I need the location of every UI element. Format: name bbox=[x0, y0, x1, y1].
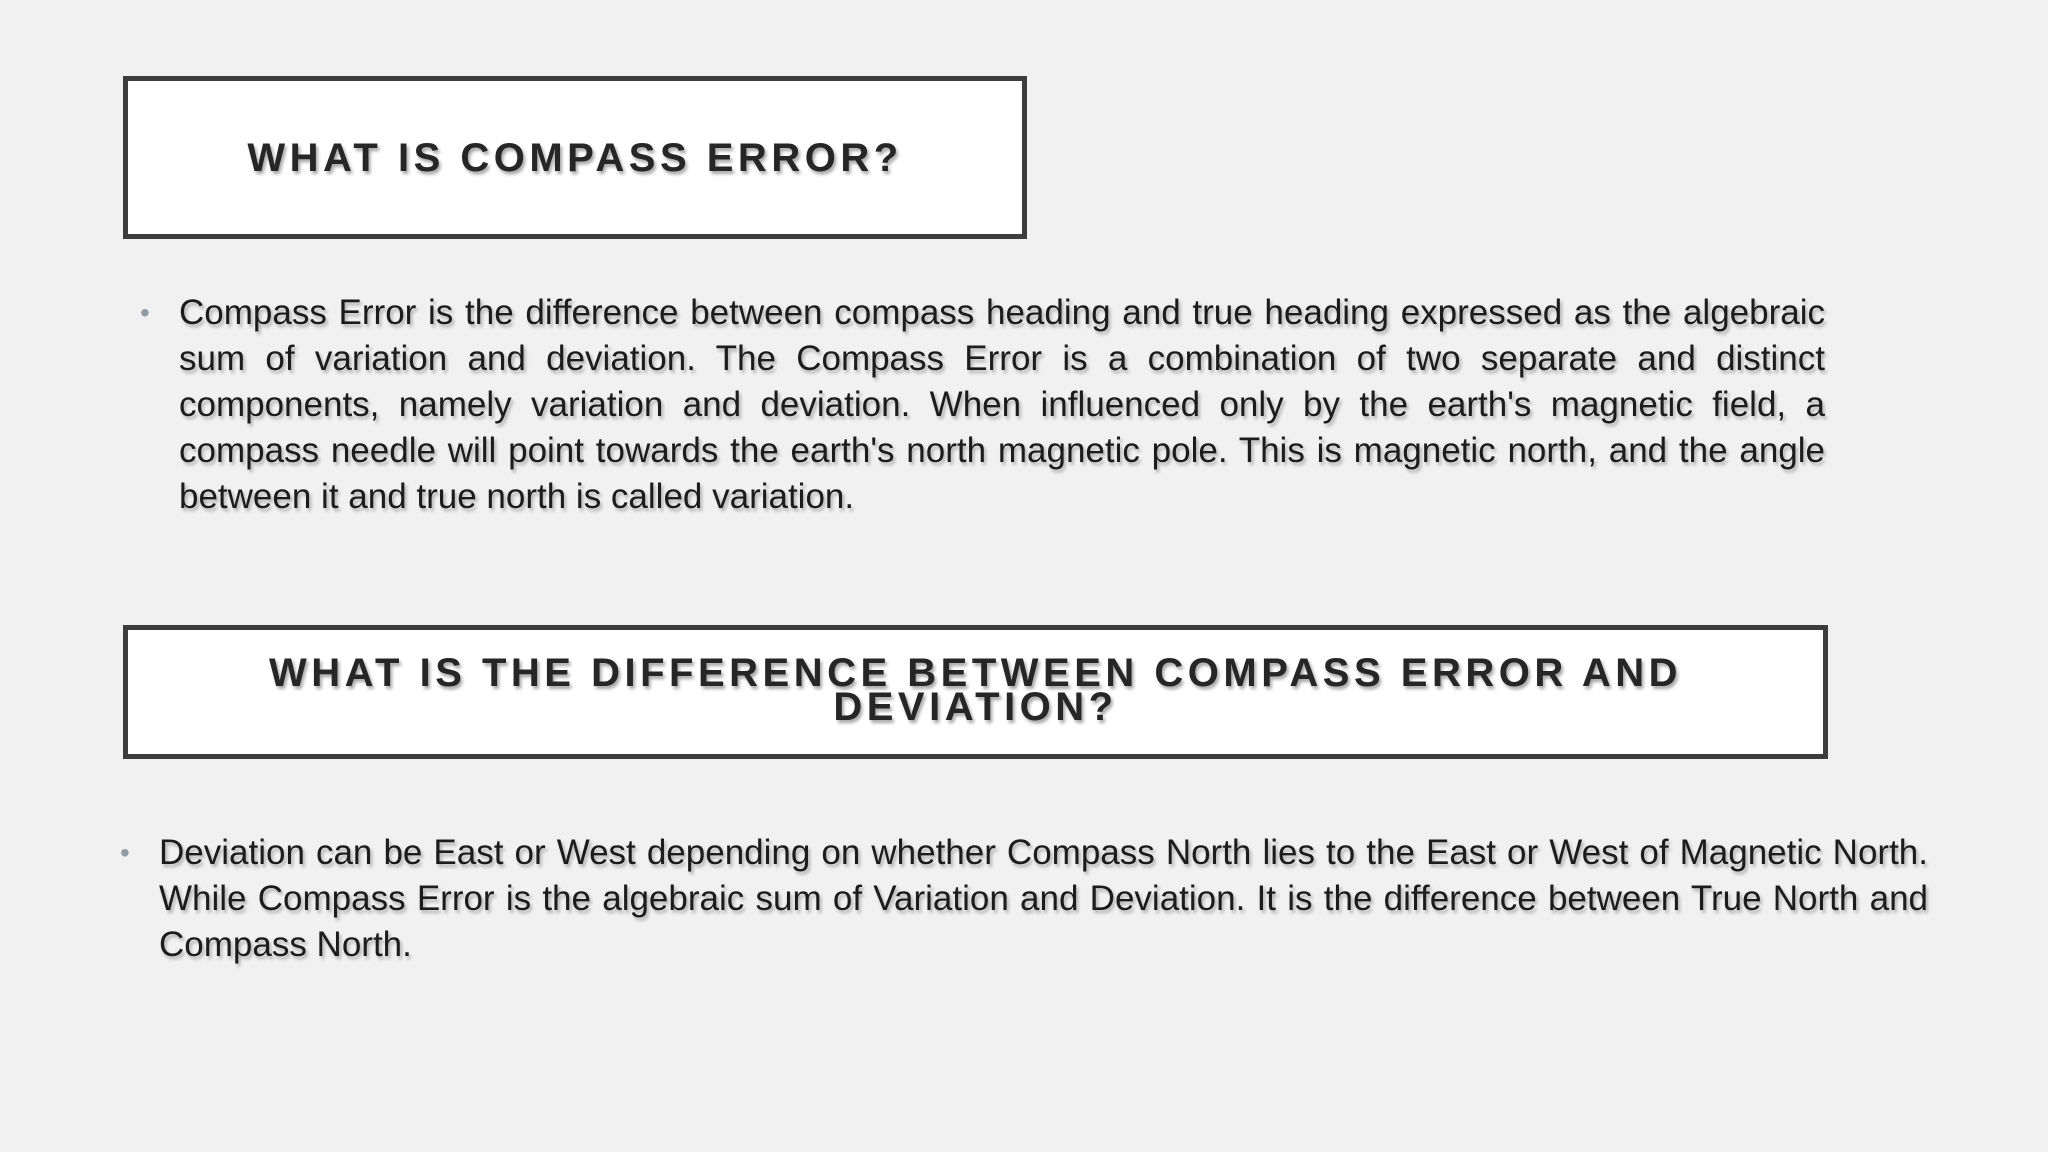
heading-box-compass-error bbox=[123, 76, 1027, 239]
heading-box-difference bbox=[123, 625, 1828, 759]
bullet-icon: • bbox=[140, 297, 150, 328]
heading-difference: WHAT IS THE DIFFERENCE BETWEEN COMPASS ERROR AND DEVIATION? bbox=[268, 651, 1683, 729]
paragraph-deviation: Deviation can be East or West depending on whether Compass North lies to the East or West of Magnetic North. While Compass Error is the algebraic sum of Variation and Deviation. It is the difference between True North and Compass North. bbox=[159, 833, 1928, 964]
bullet-paragraph-compass-error bbox=[140, 290, 1825, 520]
heading-compass-error: WHAT IS COMPASS ERROR? bbox=[247, 135, 903, 180]
bullet-icon: • bbox=[120, 837, 130, 868]
paragraph-compass-error: Compass Error is the difference between compass heading and true heading expressed as the algebraic sum of variation and deviation. The Compass Error is a combination of two separate and distinct components, namely variation and deviation. When influenced only by the earth's magnetic field, a compass needle will point towards the earth's north magnetic pole. This is magnetic north, and the angle between it and true north is called variation. bbox=[179, 293, 1825, 516]
bullet-paragraph-deviation bbox=[120, 830, 1928, 968]
